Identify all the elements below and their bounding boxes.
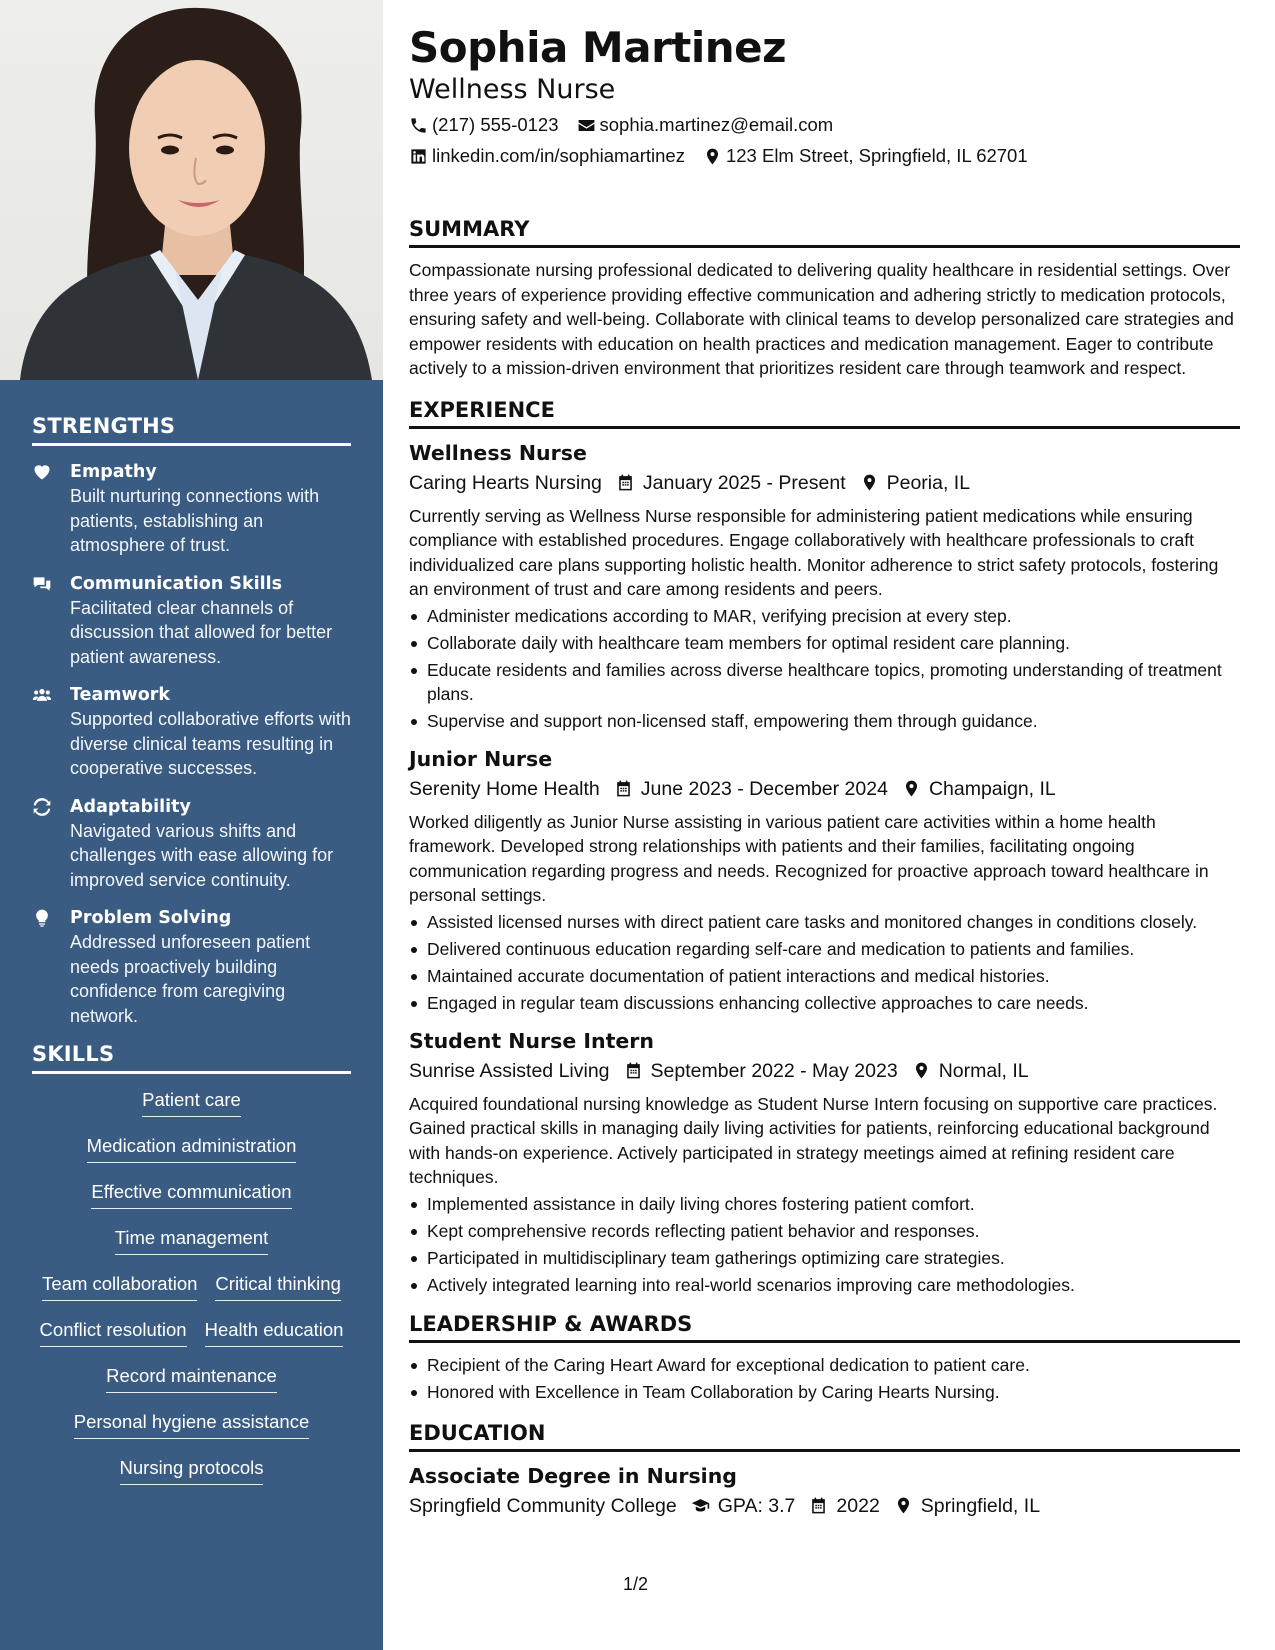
education-meta (409, 1492, 1240, 1520)
sync-icon (32, 797, 52, 817)
skill-tag: Effective communication (91, 1180, 291, 1209)
list-item: Collaborate daily with healthcare team members for optimal resident care planning. (409, 631, 1240, 655)
skill-tag: Medication administration (87, 1134, 297, 1163)
job-meta (409, 775, 1240, 803)
skill-tag: Nursing protocols (120, 1456, 264, 1485)
strength-item (32, 572, 351, 670)
job-description: Acquired foundational nursing knowledge as Student Nurse Intern focusing on supportive care practices. Gained practical skills in managing daily living activities for patients, reinforcing educational background with hands-on experience. Actively participated in strategy meetings aimed at refining resident care techniques. (409, 1093, 1218, 1187)
strength-item (32, 683, 351, 781)
job-meta (409, 1057, 1240, 1085)
job-title: Wellness Nurse (409, 440, 587, 465)
list-item: Actively integrated learning into real-world scenarios improving care methodologies. (409, 1273, 1240, 1297)
profile-photo (0, 0, 383, 380)
school: Springfield Community College (409, 1494, 677, 1517)
location-icon (894, 1496, 913, 1515)
job-company: Serenity Home Health (409, 777, 600, 800)
job-bullets (409, 910, 1240, 1015)
leadership-list (409, 1353, 1240, 1404)
job-entry (409, 439, 1240, 733)
list-item: Recipient of the Caring Heart Award for exceptional dedication to patient care. (409, 1353, 1240, 1377)
list-item: Kept comprehensive records reflecting patient behavior and responses. (409, 1219, 1240, 1243)
skills-list (32, 1088, 351, 1502)
skill-tag: Conflict resolution (40, 1318, 187, 1347)
summary-text: Compassionate nursing professional dedicated to delivering quality healthcare in residential settings. Over three years of experience providing effective communication and adhering strictly to medication protocols, ensuring safety and well-being. Collaborate with clinical teams to develop personalized care strategies and empower residents with education on health practices and medication management. Eager to contribute actively to a mission-driven environment that prioritizes resident care through teamwork and respect. (409, 260, 1234, 378)
list-item: Maintained accurate documentation of patient interactions and medical histories. (409, 964, 1240, 988)
list-item: Assisted licensed nurses with direct patient care tasks and monitored changes in conditions closely. (409, 910, 1240, 934)
education-heading: EDUCATION (409, 1420, 1240, 1452)
job-title: Junior Nurse (409, 746, 553, 771)
strength-desc: Addressed unforeseen patient needs proactively building confidence from caregiving network. (70, 932, 311, 1026)
strength-title: Teamwork (70, 685, 170, 705)
calendar-icon (809, 1496, 828, 1515)
gpa: GPA: 3.7 (717, 1494, 796, 1517)
job-location: Champaign, IL (928, 777, 1056, 800)
calendar-icon (624, 1061, 643, 1080)
candidate-name: Sophia Martinez (409, 23, 787, 72)
linkedin-link[interactable]: linkedin.com/in/sophiamartinez (432, 145, 685, 166)
job-location: Peoria, IL (886, 471, 971, 494)
skill-tag: Health education (205, 1318, 344, 1347)
job-dates: January 2025 - Present (642, 471, 846, 494)
list-item: Implemented assistance in daily living chores fostering patient comfort. (409, 1192, 1240, 1216)
list-item: Engaged in regular team discussions enhancing collective approaches to care needs. (409, 991, 1240, 1015)
skill-tag: Time management (115, 1226, 269, 1255)
leadership-heading: LEADERSHIP & AWARDS (409, 1311, 1240, 1343)
skill-tag: Critical thinking (215, 1272, 340, 1301)
job-title: Student Nurse Intern (409, 1028, 654, 1053)
job-meta (409, 469, 1240, 497)
degree: Associate Degree in Nursing (409, 1463, 737, 1488)
strength-title: Communication Skills (70, 573, 283, 594)
experience-heading: EXPERIENCE (409, 397, 1240, 429)
list-item: Administer medications according to MAR, verifying precision at every step. (409, 604, 1240, 628)
strength-title: Problem Solving (70, 908, 232, 928)
job-dates: September 2022 - May 2023 (650, 1059, 898, 1082)
strength-desc: Navigated various shifts and challenges with ease allowing for improved service continuity. (70, 820, 334, 890)
education-location: Springfield, IL (920, 1494, 1041, 1517)
skill-tag: Team collaboration (42, 1272, 197, 1301)
list-item: Delivered continuous education regarding self-care and medication to patients and families. (409, 937, 1240, 961)
job-dates: June 2023 - December 2024 (640, 777, 888, 800)
strength-item (32, 906, 351, 1028)
job-entry (409, 745, 1240, 1015)
candidate-title: Wellness Nurse (409, 74, 616, 105)
skills-heading: SKILLS (32, 1042, 351, 1074)
strengths-heading: STRENGTHS (32, 414, 351, 446)
strength-title: Adaptability (70, 796, 191, 817)
lightbulb-icon (32, 908, 52, 928)
list-item: Honored with Excellence in Team Collaboration by Caring Hearts Nursing. (409, 1380, 1240, 1404)
summary-heading: SUMMARY (409, 216, 1240, 248)
page-number: 1/2 (623, 1574, 649, 1594)
calendar-icon (616, 473, 635, 492)
users-icon (32, 685, 52, 705)
sidebar (0, 0, 383, 1650)
phone[interactable]: (217) 555-0123 (432, 114, 559, 135)
job-bullets (409, 604, 1240, 733)
location-icon (902, 779, 921, 798)
job-location: Normal, IL (938, 1059, 1029, 1082)
phone-icon (409, 116, 428, 135)
strength-desc: Supported collaborative efforts with diverse clinical teams resulting in cooperative successes. (70, 709, 351, 778)
strength-title: Empathy (70, 462, 157, 482)
strength-desc: Facilitated clear channels of discussion that allowed for better patient awareness. (70, 597, 333, 667)
strength-item (32, 460, 351, 558)
heart-icon (32, 462, 52, 482)
contact-row (409, 144, 1240, 168)
linkedin-icon (409, 147, 428, 166)
location-icon (860, 473, 879, 492)
main-content (409, 22, 1240, 1527)
location-icon (912, 1061, 931, 1080)
contact-row (409, 113, 1240, 137)
calendar-icon (614, 779, 633, 798)
address: 123 Elm Street, Springfield, IL 62701 (725, 145, 1028, 166)
job-description: Currently serving as Wellness Nurse responsible for administering patient medications while ensuring compliance with established procedures. Engage collaboratively with healthcare professionals to craft individualized care plans supporting holistic health. Monitor adherence to strict safety protocols, fostering an environment of trust and care among residents and peers. (409, 505, 1219, 599)
skill-tag: Patient care (142, 1088, 241, 1117)
strength-item (32, 795, 351, 893)
list-item: Participated in multidisciplinary team gatherings optimizing care strategies. (409, 1246, 1240, 1270)
mail-icon (577, 116, 596, 135)
skill-tag: Personal hygiene assistance (74, 1410, 310, 1439)
location-icon (703, 147, 722, 166)
strength-desc: Built nurturing connections with patients, establishing an atmosphere of trust. (70, 486, 320, 555)
list-item: Educate residents and families across diverse healthcare topics, promoting understanding of treatment plans. (409, 658, 1240, 706)
graduation-cap-icon (691, 1496, 710, 1515)
email[interactable]: sophia.martinez@email.com (599, 114, 834, 135)
education-year: 2022 (836, 1494, 880, 1517)
job-entry (409, 1027, 1240, 1297)
job-company: Sunrise Assisted Living (409, 1059, 610, 1082)
skill-tag: Record maintenance (106, 1364, 277, 1393)
job-description: Worked diligently as Junior Nurse assisting in various patient care activities within a home health framework. Developed strong relationships with patients and their families, facilitating ongoing communication regarding progress and needs. Recognized for proactive approach toward healthcare in personal settings. (409, 811, 1209, 905)
comments-icon (32, 574, 52, 594)
job-bullets (409, 1192, 1240, 1297)
list-item: Supervise and support non-licensed staff, empowering them through guidance. (409, 709, 1240, 733)
job-company: Caring Hearts Nursing (409, 471, 602, 494)
